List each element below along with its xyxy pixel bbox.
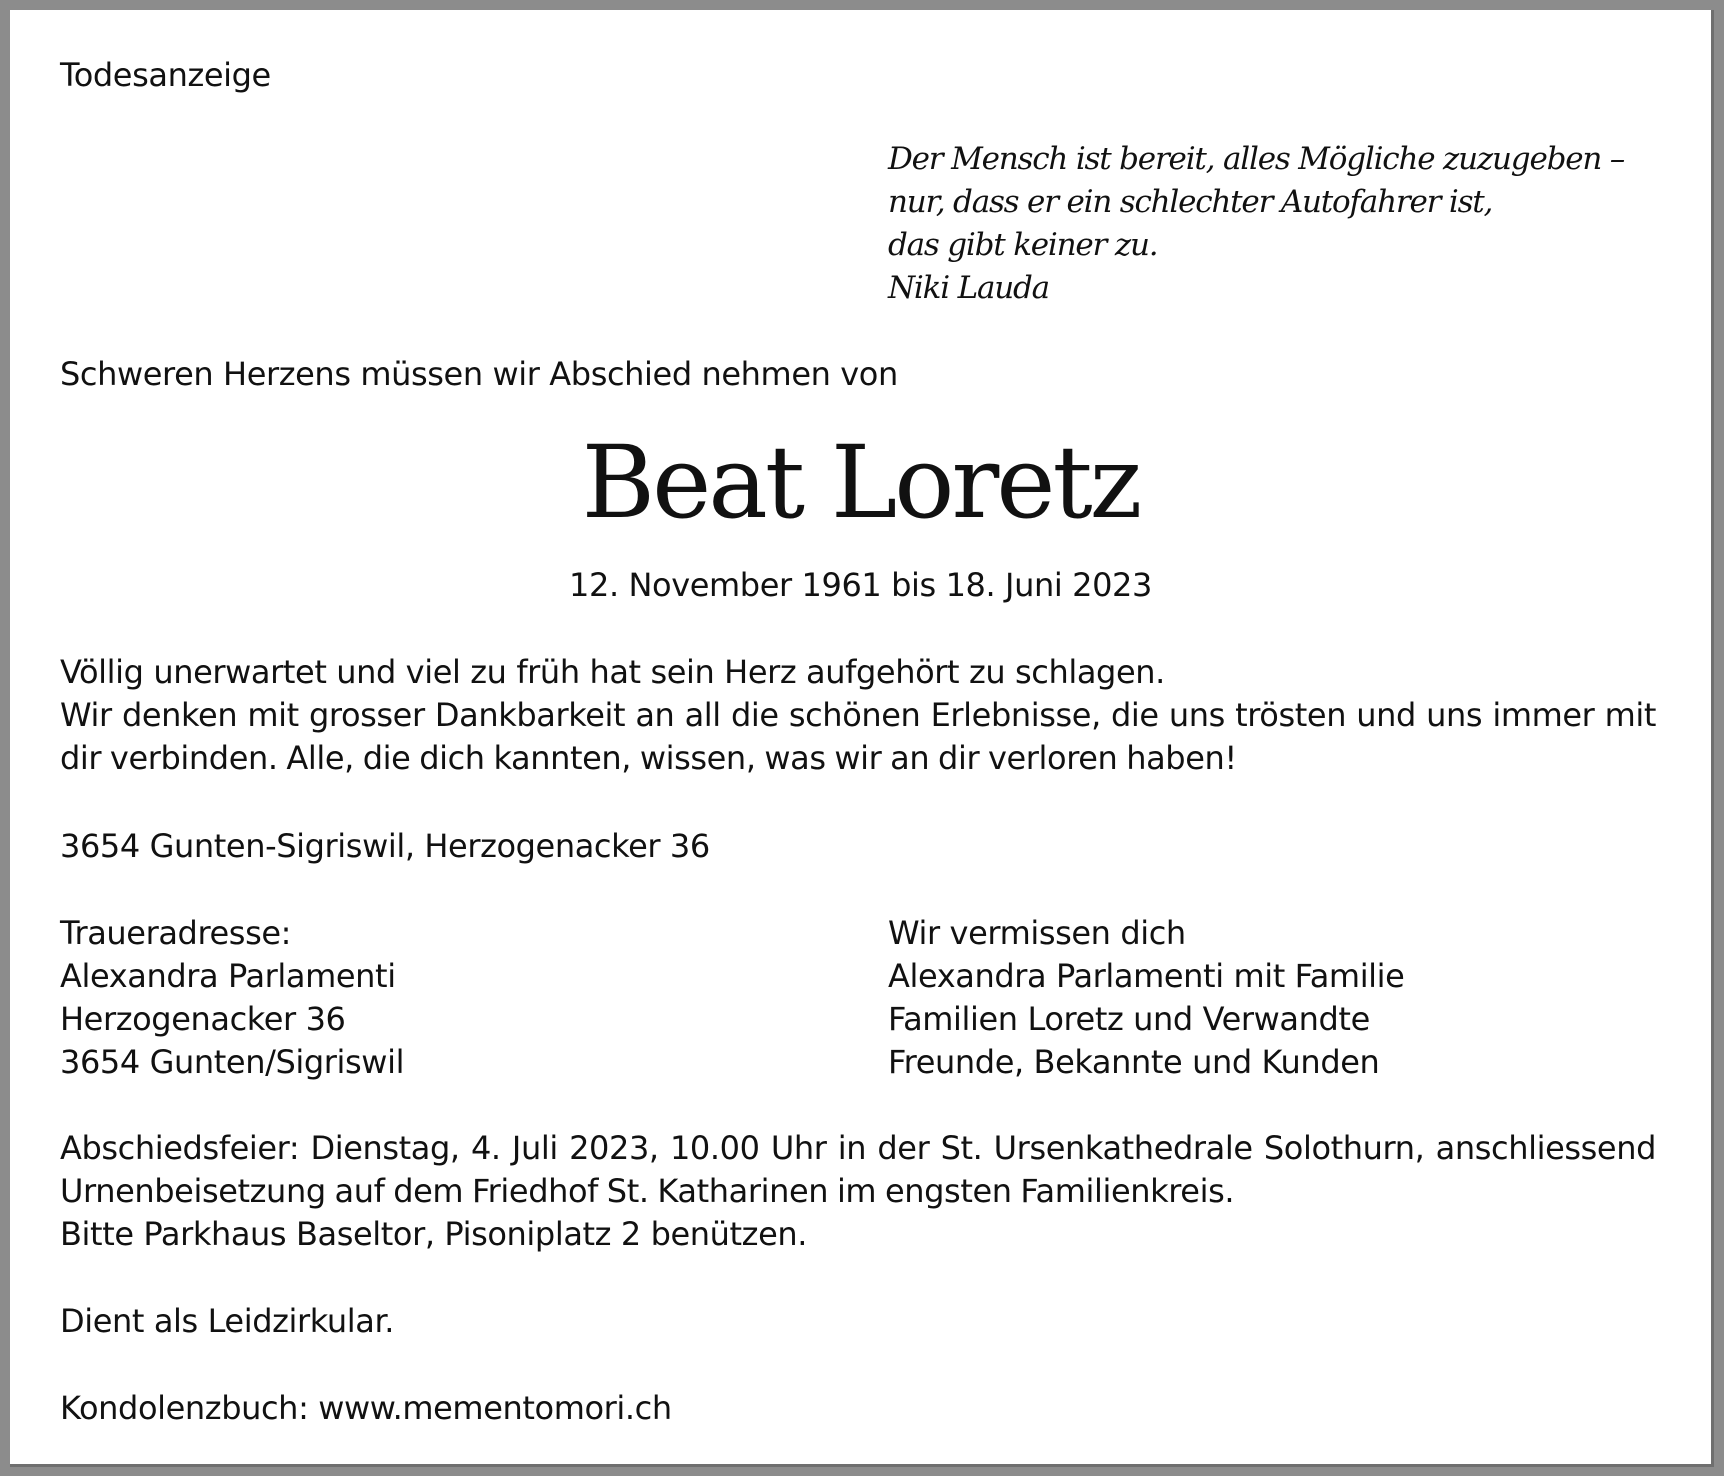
parking-note: Bitte Parkhaus Baseltor, Pisoniplatz 2 benützen. [60, 1215, 808, 1253]
mourners-line: Freunde, Bekannte und Kunden [888, 1043, 1380, 1081]
deceased-name: Beat Loretz [581, 424, 1140, 541]
mourners-block [888, 912, 1404, 1084]
notice-type-label: Todesanzeige [60, 56, 271, 94]
quote-line: das gibt keiner zu. [888, 227, 1158, 263]
mourners-heading: Wir vermissen dich [888, 914, 1186, 952]
quote-author: Niki Lauda [888, 270, 1049, 306]
message-paragraph: Wir denken mit grosser Dankbarkeit an all die schönen Erlebnisse, die uns trösten und uns immer mit dir verbinden. Alle, die dich kannten, wissen, was wir an dir verloren haben! [60, 696, 1656, 777]
circular-note: Dient als Leidzirkular. [60, 1302, 395, 1340]
mourning-address-block [60, 912, 404, 1084]
ceremony-text: Abschiedsfeier: Dienstag, 4. Juli 2023, 10.00 Uhr in der St. Ursenkathedrale Solothurn, anschliessend Urnenbeisetzung auf dem Friedhof St. Katharinen im engsten Familienkreis. [60, 1129, 1656, 1210]
condolence-book-link[interactable]: Kondolenzbuch: www.mementomori.ch [60, 1389, 672, 1427]
mourning-address-line: 3654 Gunten/Sigriswil [60, 1043, 405, 1081]
mourning-address-heading: Traueradresse: [60, 914, 292, 952]
quote-line: Der Mensch ist bereit, alles Mögliche zuzugeben – [888, 141, 1625, 177]
life-dates: 12. November 1961 bis 18. Juni 2023 [569, 566, 1152, 604]
quote-block [888, 138, 1624, 310]
quote-line: nur, dass er ein schlechter Autofahrer ist, [888, 184, 1493, 220]
residence-address: 3654 Gunten-Sigriswil, Herzogenacker 36 [60, 827, 710, 865]
message-line: Völlig unerwartet und viel zu früh hat sein Herz aufgehört zu schlagen. [60, 653, 1165, 691]
mourning-address-line: Herzogenacker 36 [60, 1000, 346, 1038]
obituary-notice [10, 10, 1714, 1467]
mourners-line: Familien Loretz und Verwandte [888, 1000, 1370, 1038]
mourners-line: Alexandra Parlamenti mit Familie [888, 957, 1405, 995]
intro-text: Schweren Herzens müssen wir Abschied nehmen von [60, 355, 898, 393]
mourning-address-line: Alexandra Parlamenti [60, 957, 396, 995]
